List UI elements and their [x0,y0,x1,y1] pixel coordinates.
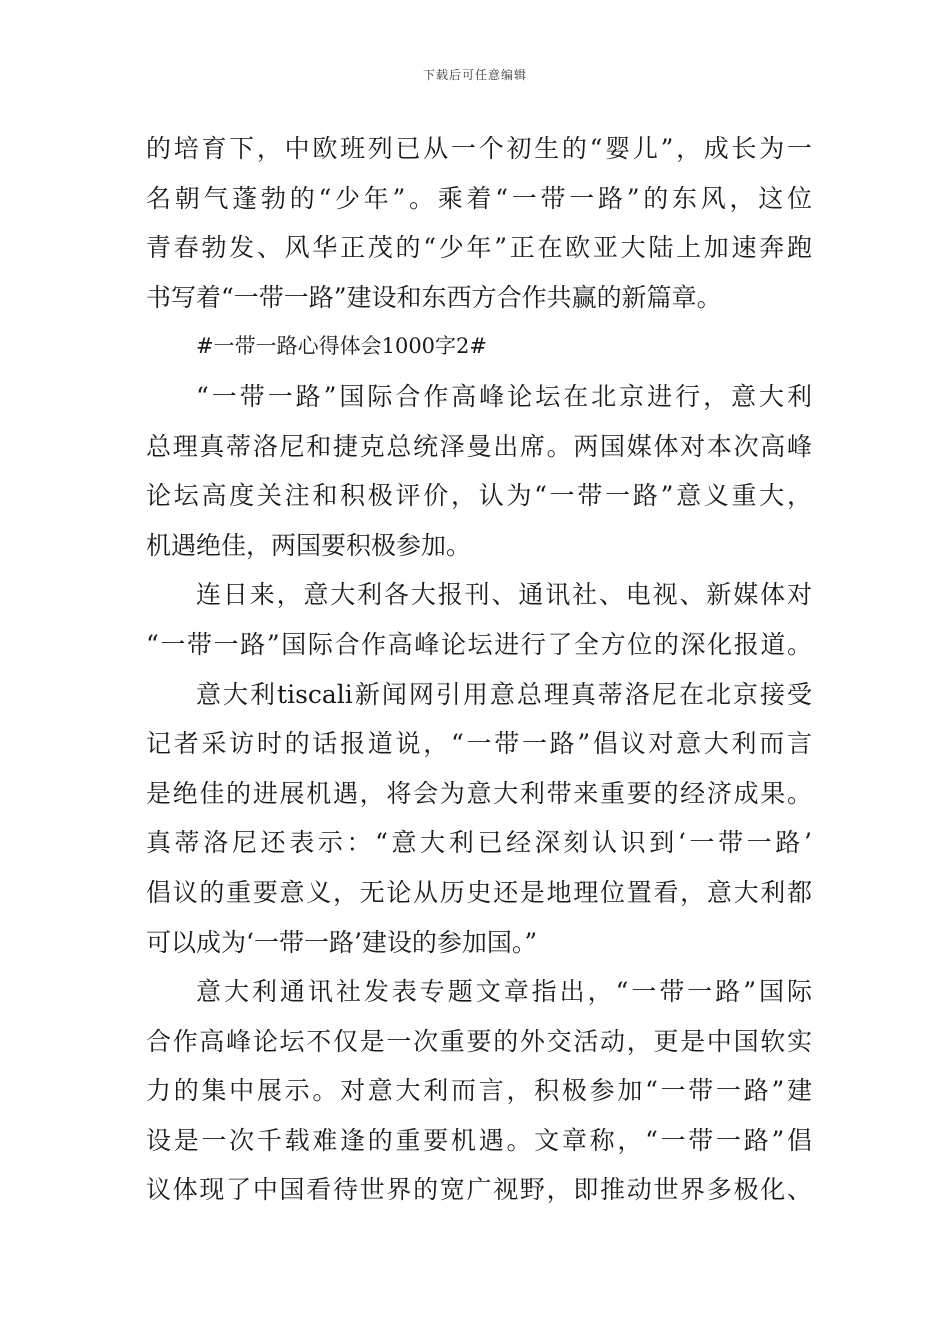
text-line: 青春勃发、风华正茂的“少年”正在欧亚大陆上加速奔跑 [146,233,812,263]
text-line: 论坛高度关注和积极评价，认为“一带一路”意义重大， [146,481,812,511]
text-line: 的培育下，中欧班列已从一个初生的“婴儿”，成长为一 [146,134,812,163]
text-line: 连日来，意大利各大报刊、通讯社、电视、新媒体对 [196,580,812,610]
text-line: 合作高峰论坛不仅是一次重要的外交活动，更是中国软实 [146,1026,812,1056]
text-line: 力的集中展示。对意大利而言，积极参加“一带一路”建 [146,1076,812,1106]
text-line: 议体现了中国看待世界的宽广视野，即推动世界多极化、 [146,1175,812,1205]
text-line: 书写着“一带一路”建设和东西方合作共赢的新篇章。 [146,282,722,312]
section-heading: #一带一路心得体会1000字2# [196,334,487,359]
text-line: 可以成为‘一带一路’建设的参加国。” [146,927,538,957]
text-line: 意大利tiscali新闻网引用意总理真蒂洛尼在北京接受 [196,679,812,709]
page-header: 下载后可任意编辑 [422,68,527,82]
text-line: 是绝佳的进展机遇，将会为意大利带来重要的经济成果。 [146,778,812,808]
text-line: 设是一次千载难逢的重要机遇。文章称，“一带一路”倡 [146,1125,812,1155]
text-line: 真蒂洛尼还表示：“意大利已经深刻认识到‘一带一路’ [146,828,812,858]
text-line: “一带一路”国际合作高峰论坛在北京进行，意大利 [196,381,812,411]
text-line: 总理真蒂洛尼和捷克总统泽曼出席。两国媒体对本次高峰 [146,431,812,461]
text-line: 名朝气蓬勃的“少年”。乘着“一带一路”的东风，这位 [146,183,812,213]
document-body [146,124,812,1215]
text-line: 记者采访时的话报道说，“一带一路”倡议对意大利而言 [146,729,812,759]
text-line: “一带一路”国际合作高峰论坛进行了全方位的深化报道。 [146,629,812,659]
text-line: 意大利通讯社发表专题文章指出，“一带一路”国际 [196,977,812,1007]
text-line: 机遇绝佳，两国要积极参加。 [146,530,472,560]
text-line: 倡议的重要意义，无论从历史还是地理位置看，意大利都 [146,877,812,907]
